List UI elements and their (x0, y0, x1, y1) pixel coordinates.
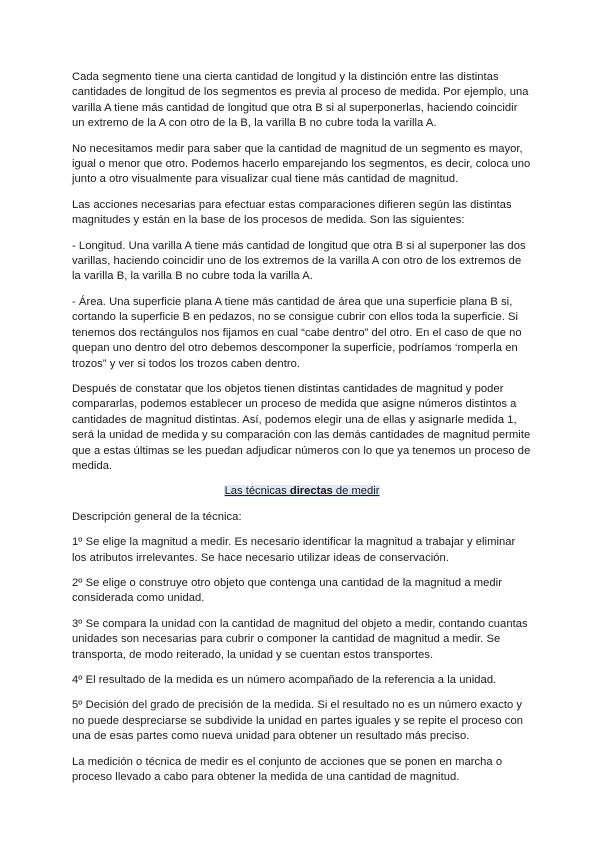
step-4: 4º El resultado de la medida es un número acompañado de la referencia a la unidad. (72, 674, 497, 686)
description-label: Descripción general de la técnica: (72, 510, 242, 523)
paragraph-actions-intro: Las acciones necesarias para efectuar estas comparaciones difieren según las distintas magnitudes y están en la base de los procesos de medida. Son las siguientes: (72, 198, 512, 227)
section-heading-text (224, 485, 381, 497)
paragraph-area: - Área. Una superficie plana A tiene más cantidad de área que una superficie plana B si, cortando la superficie B en pedazos, no se consigue cubrir con ellos toda la superficie. Si tenemos dos rectángulos nos fijamos en cual “cabe dentro” del otro. En el caso de que no quepan uno dentro del otro debemos descomponer la superficie, podríamos ‘romperla en trozos” y ver si todos los trozos caben dentro. (72, 295, 522, 370)
paragraph-measure-process: Después de constatar que los objetos tienen distintas cantidades de magnitud y poder compararlas, podemos establecer un proceso de medida que asigne números distintos a cantidades de magnitud distintas. Así, podemos elegir una de ellas y asignarle medida 1, será la unidad de medida y su comparación con las demás cantidades de magnitud permite que a estas últimas se les puedan adjudicar números con lo que ya tenemos un proceso de medida. (72, 382, 531, 472)
paragraph-segment-length: Cada segmento tiene una cierta cantidad de longitud y la distinción entre las distintas cantidades de longitud de los segmentos es previa al proceso de medida. Por ejemplo, una varilla A tiene más cantidad de longitud que otra B si al superponerlas, haciendo coincidir un extremo de la A con otro de la B, la varilla B no cubre toda la varilla A. (72, 71, 529, 130)
heading-bold: directas (289, 485, 333, 498)
heading-before: Las técnicas (224, 485, 290, 498)
step-1: 1º Se elige la magnitud a medir. Es necesario identificar la magnitud a trabajar y eliminar los atributos irrelevantes. Se hace necesario utilizar ideas de conservación. (72, 536, 516, 564)
paragraph-longitud: - Longitud. Una varilla A tiene más cantidad de longitud que otra B si al superponer las dos varillas, haciendo coincidir uno de los extremos de la varilla A con otro de los extremos de la varilla B, la varilla B no cubre toda la varilla A. (72, 239, 526, 283)
step-3: 3º Se compara la unidad con la cantidad de magnitud del objeto a medir, contando cuantas unidades son necesarias para cubrir o componer la cantidad de magnitud a medir. Se transporta, de modo reiterado, la unidad y se cuentan estos transportes. (72, 617, 528, 661)
heading-after: de medir (332, 485, 380, 498)
step-5: 5º Decisión del grado de precisión de la medida. Si el resultado no es un número exacto y no puede despreciarse se subdivide la unidad en partes iguales y se repite el proceso con una de esas partes como nueva unidad para obtener un resultado más preciso. (72, 699, 523, 743)
section-heading (72, 484, 532, 499)
paragraph-compare-segments: No necesitamos medir para saber que la cantidad de magnitud de un segmento es mayor, igual o menor que otro. Podemos hacerlo emparejando los segmentos, es decir, coloca uno junto a otro visualmente para visualizar cual tiene más cantidad de magnitud. (72, 142, 531, 186)
step-2: 2º Se elige o construye otro objeto que contenga una cantidad de la magnitud a medir considerada como unidad. (72, 576, 502, 605)
closing-paragraph: La medición o técnica de medir es el conjunto de acciones que se ponen en marcha o proceso llevado a cabo para obtener la medida de una cantidad de magnitud. (72, 755, 503, 784)
